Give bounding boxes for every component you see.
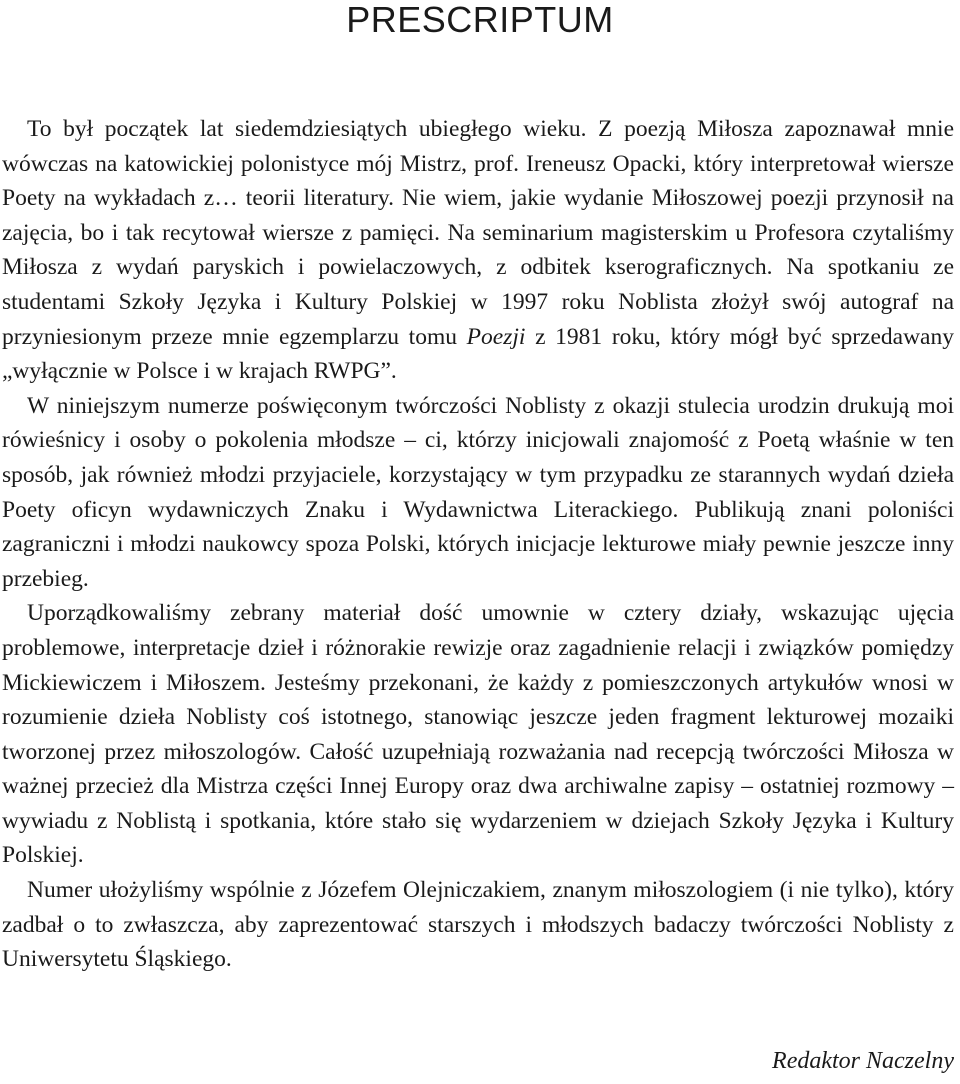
page-title: PRESCRIPTUM — [346, 0, 614, 40]
paragraph-4: Numer ułożyliśmy wspólnie z Józefem Olejniczakiem, znanym miłoszologiem (i nie tylko), który zadbał o to zwłaszcza, aby zaprezentować starszych i młodszych badaczy twórczości Noblisty z Uniwersytetu Śląskiego. — [2, 877, 954, 973]
paragraph-1-text-end: z 1981 roku, który mógł być sprzedawany „wyłącznie w Polsce i w krajach RWPG”. — [2, 323, 954, 385]
paragraph-3: Uporządkowaliśmy zebrany materiał dość umownie w cztery działy, wskazując ujęcia problemowe, interpretacje dzieł i różnorakie rewizje oraz zagadnienie relacji i związków pomiędzy Mickiewiczem i Miłoszem. Jesteśmy przekonani, że każdy z pomieszczonych artykułów wnosi w rozumienie dzieła Noblisty coś istotnego, stanowiąc jeszcze jeden fragment lekturowej mozaiki tworzonej przez miłoszologów. Całość uzupełniają rozważania nad recepcją twórczości Miłosza w ważnej przecież dla Mistrza części Innej Europy oraz dwa archiwalne zapisy – ostatniej rozmowy – wywiadu z Noblistą i spotkania, które stało się wydarzeniem w dziejach Szkoły Języka i Kultury Polskiej. — [2, 600, 954, 869]
book-title-italic: Poezji — [466, 323, 526, 350]
paragraph-2: W niniejszym numerze poświęconym twórczości Noblisty z okazji stulecia urodzin drukują moi rówieśnicy i osoby o pokolenia młodsze – ci, którzy inicjowali znajomość z Poetą właśnie w ten sposób, jak również młodzi przyjaciele, korzystający w tym przypadku ze starannych wydań dzieła Poety oficyn wydawniczych Znaku i Wydawnictwa Literackiego. Publikują znani poloniści zagraniczni i młodzi naukowcy spoza Polski, których inicjacje lekturowe miały pewnie jeszcze inny przebieg. — [2, 392, 954, 592]
paragraph-1-text-start: To był początek lat siedemdziesiątych ubiegłego wieku. Z poezją Miłosza zapoznawał mnie wówczas na katowickiej polonistyce mój Mistrz, prof. Ireneusz Opacki, który interpretował wiersze Poety na wykładach z… teorii literatury. Nie wiem, jakie wydanie Miłoszowej poezji przynosił na zajęcia, bo i tak recytował wiersze z pamięci. Na seminarium magisterskim u Profesora czytaliśmy Miłosza z wydań paryskich i powielaczowych, z odbitek kserograficznych. Na spotkaniu ze studentami Szkoły Języka i Kultury Polskiej w 1997 roku Noblista złożył swój autograf na przyniesionym przeze mnie egzemplarzu tomu — [2, 116, 954, 350]
editor-signature: Redaktor Naczelny — [772, 1048, 954, 1074]
paragraph-1 — [2, 112, 954, 389]
body-text — [2, 112, 954, 977]
